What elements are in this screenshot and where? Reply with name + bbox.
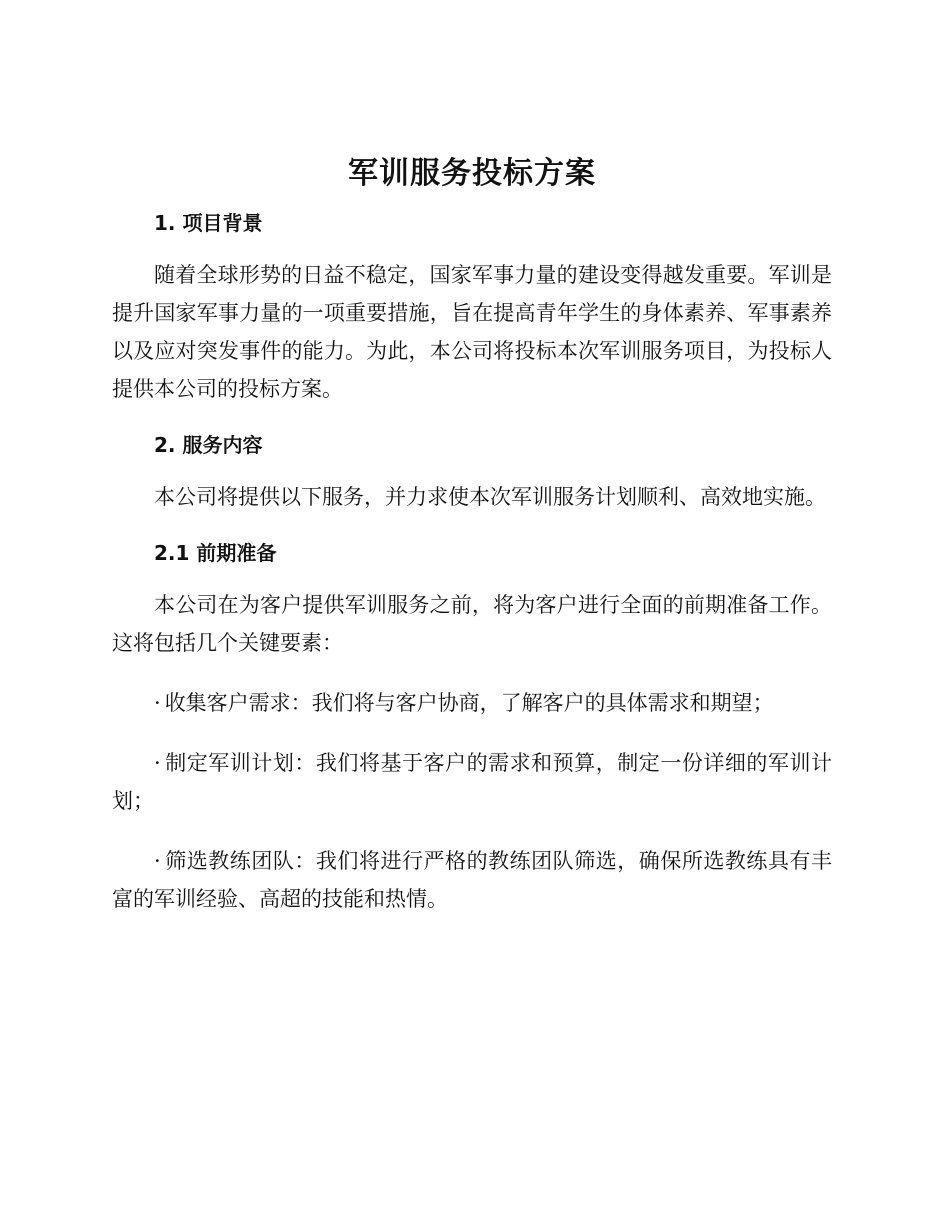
spacer — [112, 662, 832, 684]
bullet-text: 收集客户需求：我们将与客户协商，了解客户的具体需求和期望； — [164, 691, 774, 715]
bullet-marker: · — [154, 849, 161, 873]
section-heading-preparation: 2.1 前期准备 — [154, 541, 277, 565]
spacer — [112, 238, 832, 256]
bullet-item-collect-requirements — [112, 684, 832, 722]
section-heading-project-background: 1. 项目背景 — [154, 211, 263, 235]
bullet-text: 筛选教练团队：我们将进行严格的教练团队筛选，确保所选教练具有丰富的军训经验、高超的技能和热情。 — [112, 849, 832, 911]
spacer — [112, 820, 832, 842]
paragraph-preparation: 本公司在为客户提供军训服务之前，将为客户进行全面的前期准备工作。这将包括几个关键要素： — [112, 593, 832, 655]
bullet-marker: · — [154, 691, 161, 715]
document-page — [112, 146, 832, 918]
bullet-marker: · — [154, 751, 161, 775]
bullet-item-training-plan — [112, 744, 832, 820]
bullet-item-coach-team — [112, 842, 832, 918]
spacer — [112, 722, 832, 744]
bullet-text: 制定军训计划：我们将基于客户的需求和预算，制定一份详细的军训计划； — [112, 751, 832, 813]
paragraph-project-background: 随着全球形势的日益不稳定，国家军事力量的建设变得越发重要。军训是提升国家军事力量的一项重要措施，旨在提高青年学生的身体素养、军事素养以及应对突发事件的能力。为此，本公司将投标本次军训服务项目，为投标人提供本公司的投标方案。 — [112, 263, 832, 401]
paragraph-service-content: 本公司将提供以下服务，并力求使本次军训服务计划顺利、高效地实施。 — [154, 485, 826, 509]
spacer — [112, 460, 832, 478]
section-heading-service-content: 2. 服务内容 — [154, 433, 263, 457]
spacer — [112, 516, 832, 538]
document-title: 军训服务投标方案 — [348, 156, 596, 191]
spacer — [112, 408, 832, 430]
spacer — [112, 568, 832, 586]
